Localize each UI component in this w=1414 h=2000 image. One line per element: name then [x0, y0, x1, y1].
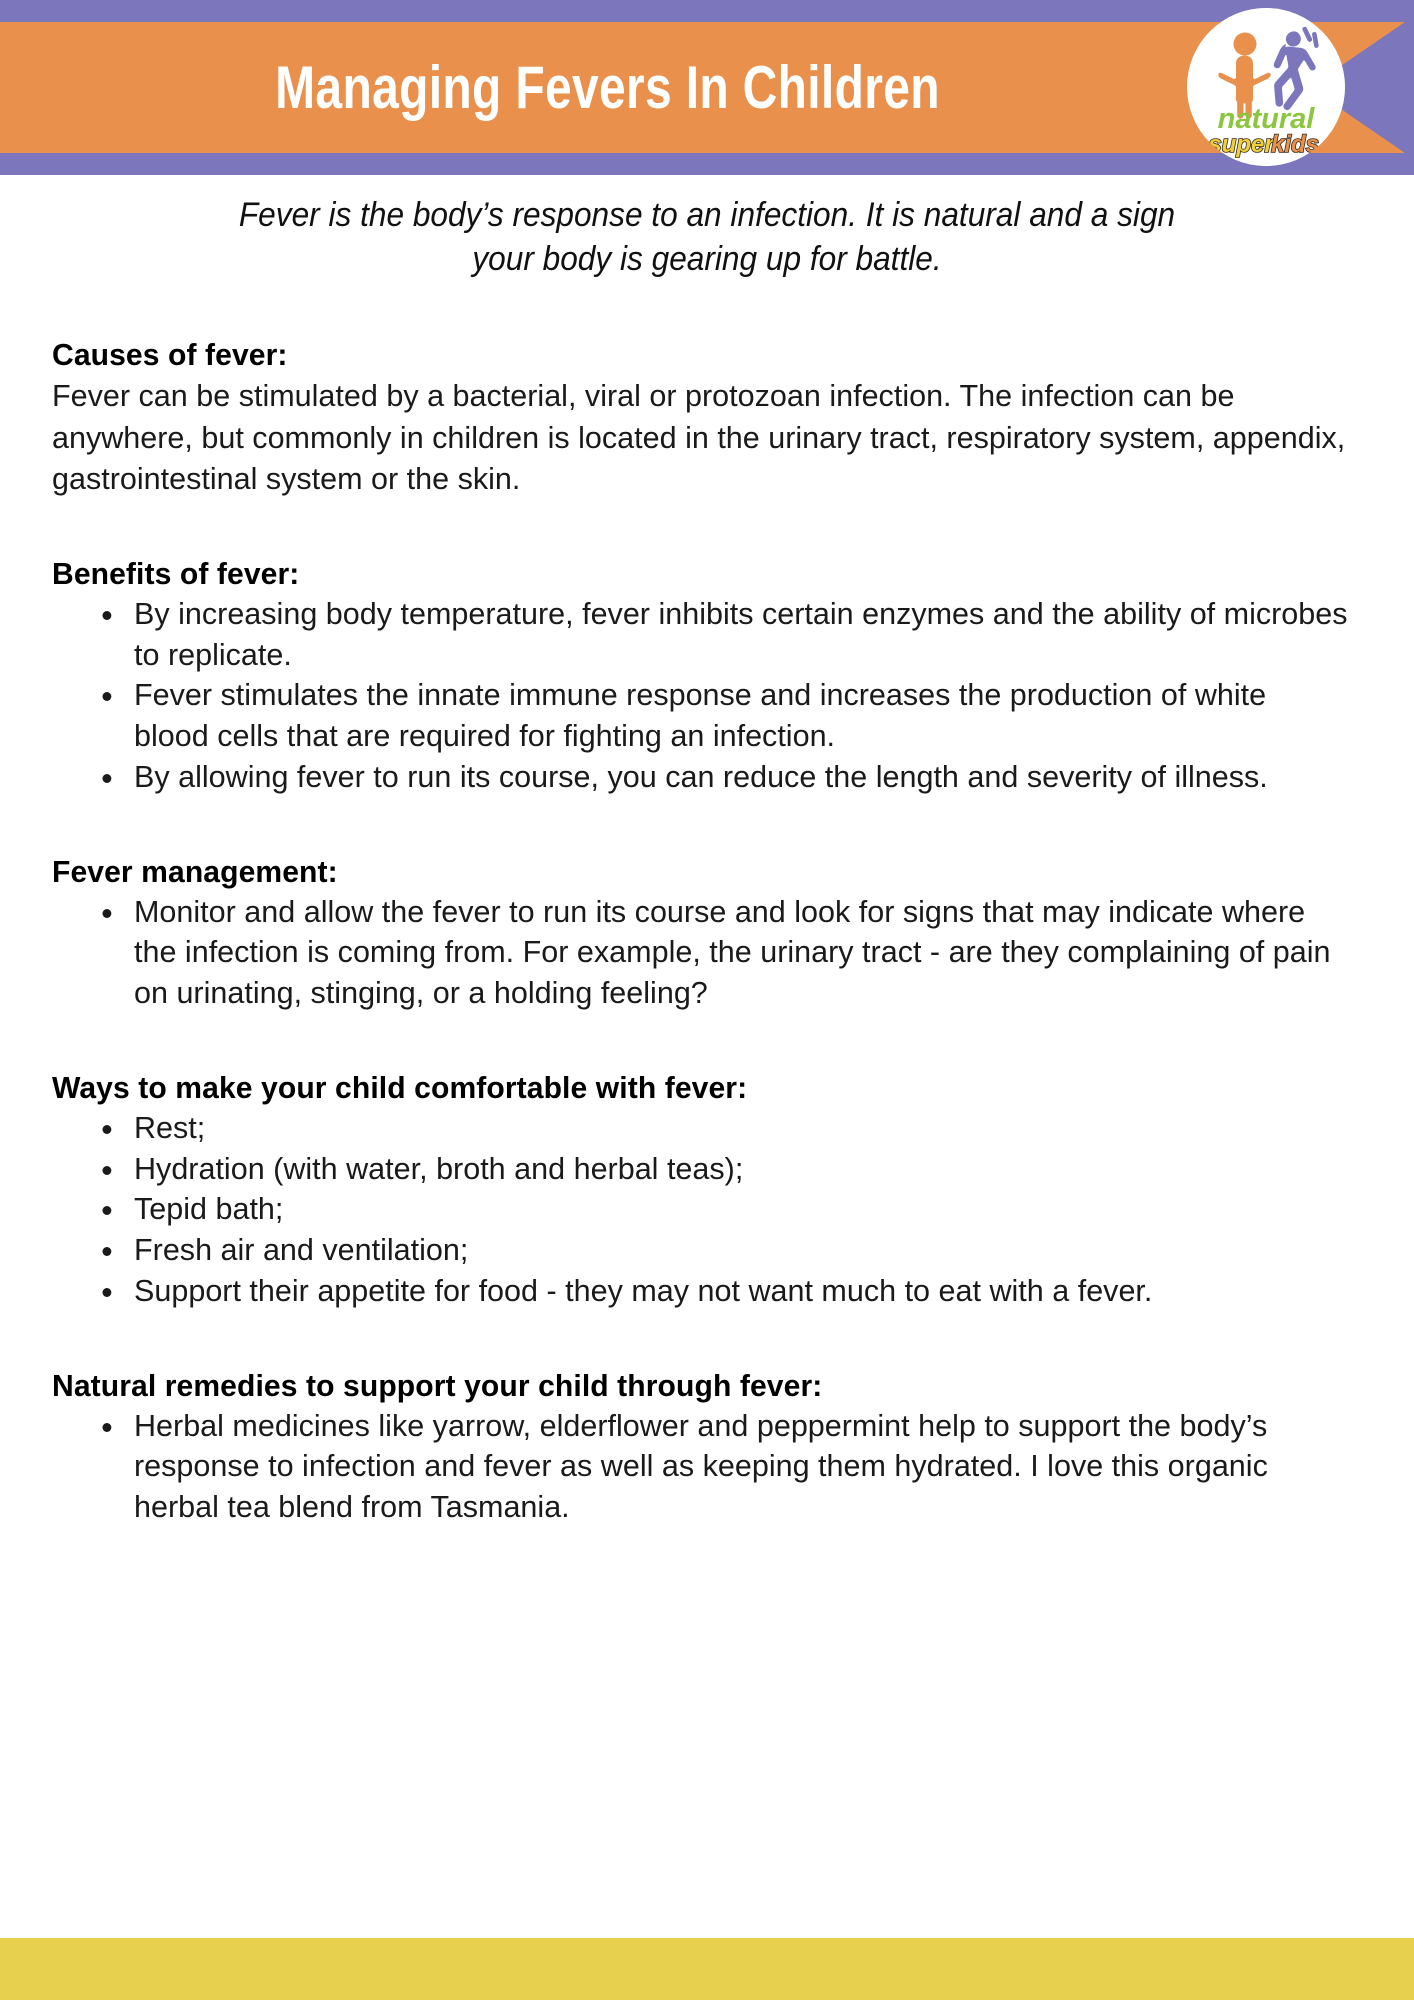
page-title: Managing Fevers In Children: [275, 54, 940, 121]
list-item: Rest;: [134, 1108, 1348, 1149]
list-item: By allowing fever to run its course, you can reduce the length and severity of illness.: [134, 757, 1348, 798]
intro-line-2: your body is gearing up for battle.: [472, 240, 942, 279]
section-benefits-of-fever: [52, 556, 1366, 798]
section-heading: Causes of fever:: [52, 337, 288, 373]
section-fever-management: [52, 854, 1366, 1014]
svg-text:natural: natural: [1217, 103, 1315, 135]
section-heading: Ways to make your child comfortable with fever:: [52, 1069, 748, 1105]
section-list: [0, 337, 1414, 1528]
section-heading: Natural remedies to support your child through fever:: [52, 1367, 823, 1403]
bullet-list: [52, 1406, 1366, 1528]
document-body: [0, 175, 1414, 1528]
list-item: Support their appetite for food - they may not want much to eat with a fever.: [134, 1271, 1348, 1312]
page-header: [0, 0, 1414, 175]
list-item: Tepid bath;: [134, 1189, 1348, 1230]
list-item: Hydration (with water, broth and herbal teas);: [134, 1149, 1348, 1190]
section-natural-remedies: [52, 1368, 1366, 1528]
section-heading: Fever management:: [52, 853, 338, 889]
bullet-list: [52, 892, 1366, 1014]
intro-line-1: Fever is the body’s response to an infection. It is natural and a sign: [238, 196, 1176, 234]
list-item: Monitor and allow the fever to run its course and look for signs that may indicate where the infection is coming from. For example, the urinary tract - are they complaining of pain on urinating, stinging, or a holding feeling?: [134, 892, 1348, 1014]
bullet-list: [52, 594, 1366, 798]
list-item: Fresh air and ventilation;: [134, 1230, 1348, 1271]
logo-wordmark-superkids: [1208, 131, 1319, 158]
section-causes-of-fever: [52, 337, 1366, 500]
svg-text:super: super: [1208, 131, 1274, 158]
natural-super-kids-logo: [1187, 8, 1345, 166]
section-paragraph: Fever can be stimulated by a bacterial, viral or protozoan infection. The infection can be anywhere, but commonly in children is located in the urinary tract, respiratory system, appendix, gastrointestinal system or the skin.: [52, 378, 1346, 497]
list-item: By increasing body temperature, fever inhibits certain enzymes and the ability of microbes to replicate.: [134, 594, 1348, 676]
bullet-list: [52, 1108, 1366, 1312]
list-item: Fever stimulates the innate immune response and increases the production of white blood cells that are required for fighting an infection.: [134, 675, 1348, 757]
section-heading: Benefits of fever:: [52, 555, 300, 591]
list-item: Herbal medicines like yarrow, elderflower and peppermint help to support the body’s response to infection and fever as well as keeping them hydrated. I love this organic herbal tea blend from Tasmania.: [134, 1406, 1348, 1528]
footer-bar: [0, 1938, 1414, 2000]
section-comfort-ways: [52, 1070, 1366, 1312]
logo-artwork-icon: [1187, 8, 1345, 166]
intro-statement: [0, 175, 1414, 281]
svg-text:kids: kids: [1270, 131, 1320, 158]
